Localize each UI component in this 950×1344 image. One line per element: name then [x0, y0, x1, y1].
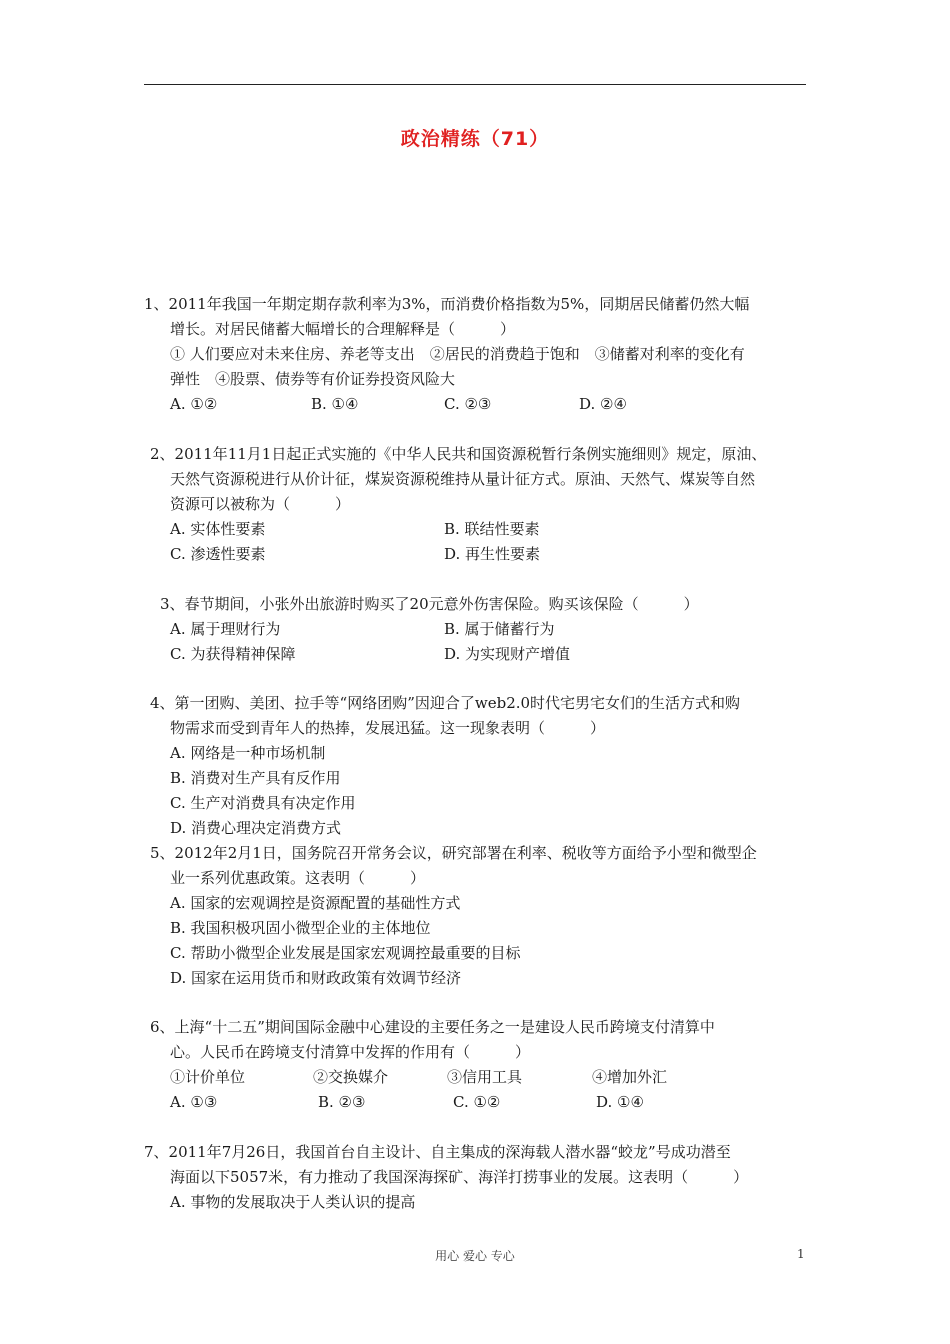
- question-5-option-b: B. 我国积极巩固小微型企业的主体地位: [170, 919, 431, 937]
- footer-text: 用心 爱心 专心: [435, 1249, 515, 1263]
- question-2-option-a: A. 实体性要素: [170, 520, 266, 538]
- question-6-item-1: ①计价单位: [170, 1068, 246, 1086]
- question-3-line-1: 3、春节期间，小张外出旅游时购买了20元意外伤害保险。购买该保险（ ）: [160, 595, 699, 613]
- question-7-option-a: A. 事物的发展取决于人类认识的提高: [170, 1193, 416, 1211]
- question-4-line-2: 物需求而受到青年人的热捧，发展迅猛。这一现象表明（ ）: [170, 719, 606, 737]
- question-4-option-c: C. 生产对消费具有决定作用: [170, 794, 356, 812]
- question-2-option-b: B. 联结性要素: [444, 520, 540, 538]
- question-4-option-a: A. 网络是一种市场机制: [170, 744, 326, 762]
- question-1-line-3: ① 人们要应对未来住房、养老等支出 ②居民的消费趋于饱和 ③储蓄对利率的变化有: [170, 345, 745, 363]
- question-5-option-d: D. 国家在运用货币和财政政策有效调节经济: [170, 969, 462, 987]
- question-5-line-1: 5、2012年2月1日，国务院召开常务会议，研究部署在利率、税收等方面给予小型和微型企: [150, 844, 757, 862]
- question-4-option-d: D. 消费心理决定消费方式: [170, 819, 342, 837]
- question-6-item-2: ②交换媒介: [313, 1068, 389, 1086]
- question-7-line-1: 7、2011年7月26日，我国首台自主设计、自主集成的深海载人潜水器“蛟龙”号成功潜至: [144, 1143, 731, 1161]
- question-3-option-a: A. 属于理财行为: [170, 620, 281, 638]
- question-6-option-c: C. ①②: [453, 1093, 501, 1111]
- question-1-line-2: 增长。对居民储蓄大幅增长的合理解释是（ ）: [170, 320, 516, 338]
- question-7-line-2: 海面以下5057米，有力推动了我国深海探矿、海洋打捞事业的发展。这表明（ ）: [170, 1168, 749, 1186]
- question-2-option-d: D. 再生性要素: [444, 545, 541, 563]
- question-2-line-2: 天然气资源税进行从价计征，煤炭资源税维持从量计征方式。原油、天然气、煤炭等自然: [170, 470, 756, 488]
- question-5-option-a: A. 国家的宏观调控是资源配置的基础性方式: [170, 894, 461, 912]
- question-4-option-b: B. 消费对生产具有反作用: [170, 769, 341, 787]
- question-6-option-b: B. ②③: [318, 1093, 366, 1111]
- question-6-line-2: 心。人民币在跨境支付清算中发挥的作用有（ ）: [170, 1043, 531, 1061]
- question-1-option-d: D. ②④: [579, 395, 627, 413]
- question-1-line-1: 1、2011年我国一年期定期存款利率为3%，而消费价格指数为5%，同期居民储蓄仍然大幅: [144, 295, 750, 313]
- question-2-line-3: 资源可以被称为（ ）: [170, 495, 351, 513]
- question-1-option-a: A. ①②: [170, 395, 218, 413]
- question-2-line-1: 2、2011年11月1日起正式实施的《中华人民共和国资源税暂行条例实施细则》规定，原油、: [150, 445, 767, 463]
- question-1-option-b: B. ①④: [311, 395, 359, 413]
- question-6-option-a: A. ①③: [170, 1093, 218, 1111]
- question-2-option-c: C. 渗透性要素: [170, 545, 266, 563]
- question-6-item-4: ④增加外汇: [592, 1068, 668, 1086]
- question-4-line-1: 4、第一团购、美团、拉手等“网络团购”因迎合了web2.0时代宅男宅女们的生活方式和购: [150, 694, 741, 712]
- question-5-option-c: C. 帮助小微型企业发展是国家宏观调控最重要的目标: [170, 944, 521, 962]
- question-3-option-c: C. 为获得精神保障: [170, 645, 296, 663]
- question-1-option-c: C. ②③: [444, 395, 492, 413]
- page-title: 政治精练（71）: [400, 128, 550, 150]
- question-5-line-2: 业一系列优惠政策。这表明（ ）: [170, 869, 426, 887]
- header-rule: [144, 84, 806, 85]
- question-6-item-3: ③信用工具: [447, 1068, 523, 1086]
- question-1-line-4: 弹性 ④股票、债券等有价证券投资风险大: [170, 370, 456, 388]
- question-6-line-1: 6、上海“十二五”期间国际金融中心建设的主要任务之一是建设人民币跨境支付清算中: [150, 1018, 715, 1036]
- question-3-option-d: D. 为实现财产增值: [444, 645, 571, 663]
- question-6-option-d: D. ①④: [596, 1093, 644, 1111]
- page-number: 1: [797, 1247, 805, 1261]
- question-3-option-b: B. 属于储蓄行为: [444, 620, 555, 638]
